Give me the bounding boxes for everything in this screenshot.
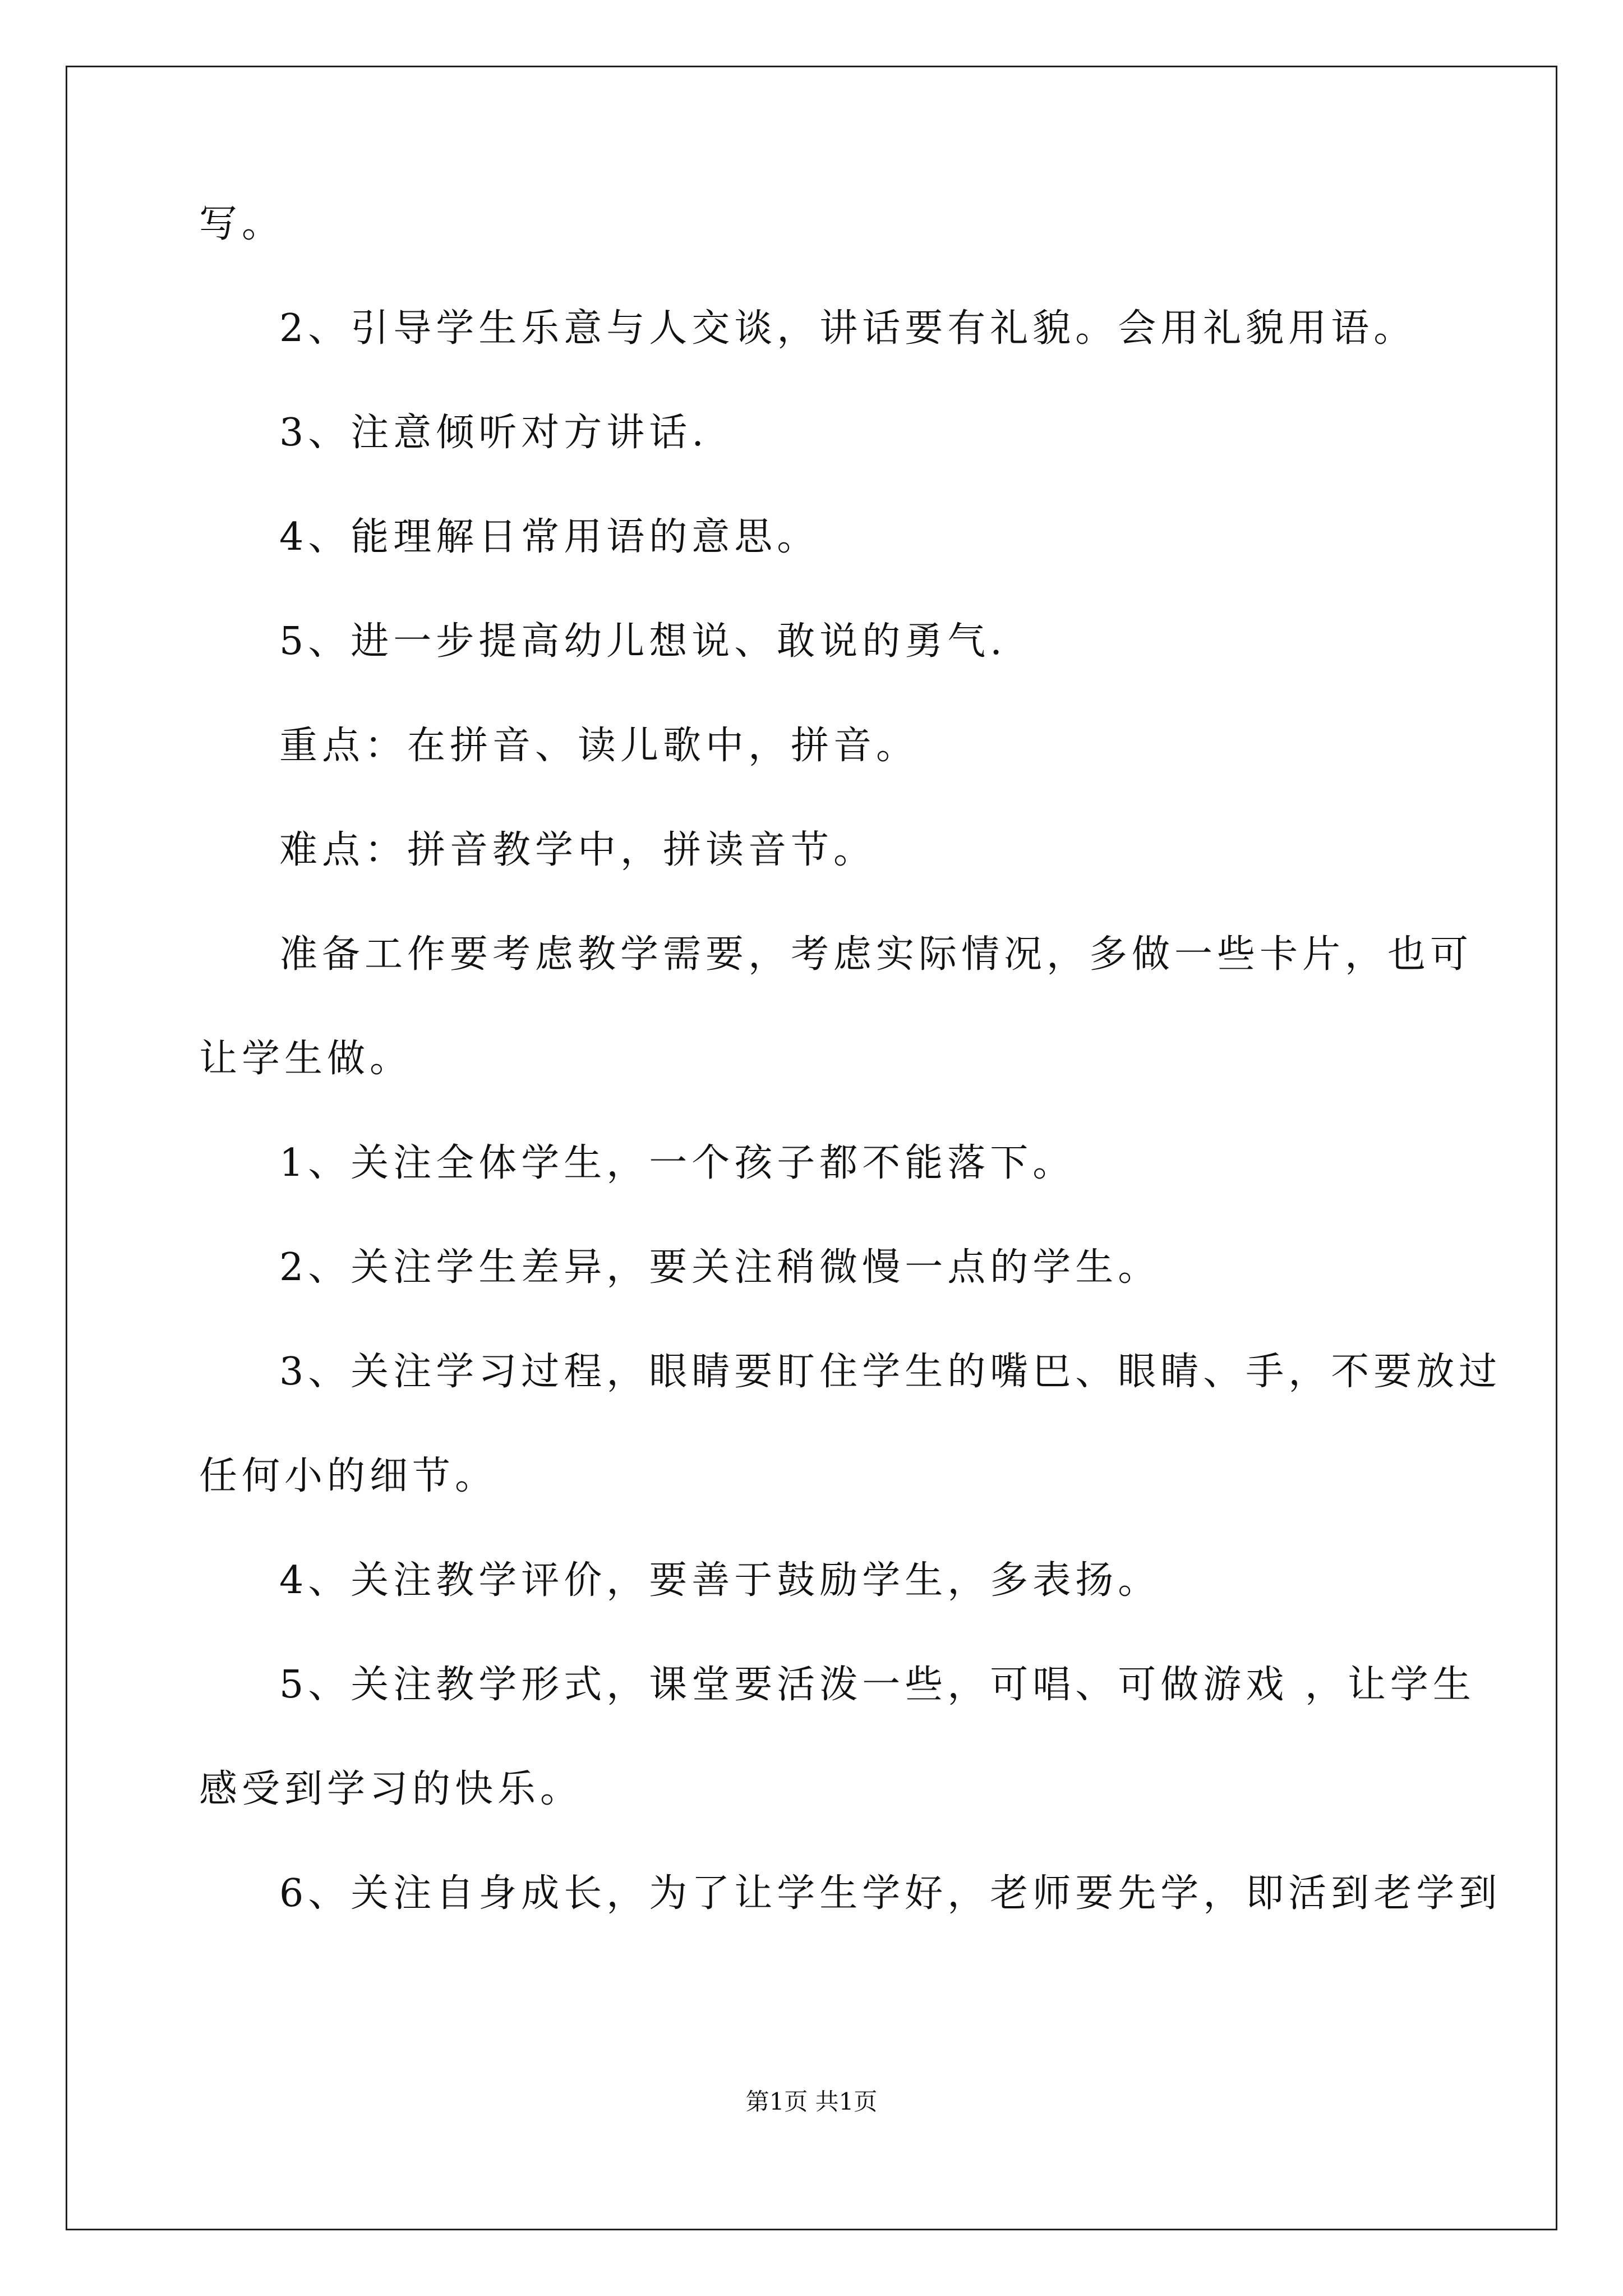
- text-line: 重点：在拼音、读儿歌中，拼音。: [279, 724, 919, 768]
- text-line: 3、关注学习过程，眼睛要盯住学生的嘴巴、眼睛、手，不要放过: [279, 1350, 1502, 1394]
- text-line: 准备工作要考虑教学需要，考虑实际情况，多做一些卡片，也可: [279, 932, 1473, 977]
- text-line: 写。: [199, 202, 285, 246]
- text-line: 3、注意倾听对方讲话.: [279, 411, 708, 455]
- text-line: 5、关注教学形式，课堂要活泼一些，可唱、可做游戏 ，让学生: [279, 1663, 1476, 1707]
- text-line: 4、关注教学评价，要善于鼓励学生，多表扬。: [279, 1558, 1161, 1603]
- text-line: 2、引导学生乐意与人交谈，讲话要有礼貌。会用礼貌用语。: [279, 306, 1417, 351]
- page-footer: 第1页 共1页: [745, 2088, 878, 2115]
- text-line: 4、能理解日常用语的意思。: [279, 515, 820, 559]
- text-line: 让学生做。: [199, 1037, 413, 1081]
- text-line: 1、关注全体学生，一个孩子都不能落下。: [279, 1141, 1076, 1185]
- text-line: 感受到学习的快乐。: [199, 1767, 583, 1811]
- text-line: 6、关注自身成长，为了让学生学好，老师要先学，即活到老学到: [279, 1871, 1502, 1916]
- text-line: 难点：拼音教学中，拼读音节。: [279, 828, 877, 872]
- text-line: 5、进一步提高幼儿想说、敢说的勇气.: [279, 619, 1007, 664]
- text-line: 2、关注学生差异，要关注稍微慢一点的学生。: [279, 1245, 1161, 1290]
- text-line: 任何小的细节。: [199, 1454, 498, 1498]
